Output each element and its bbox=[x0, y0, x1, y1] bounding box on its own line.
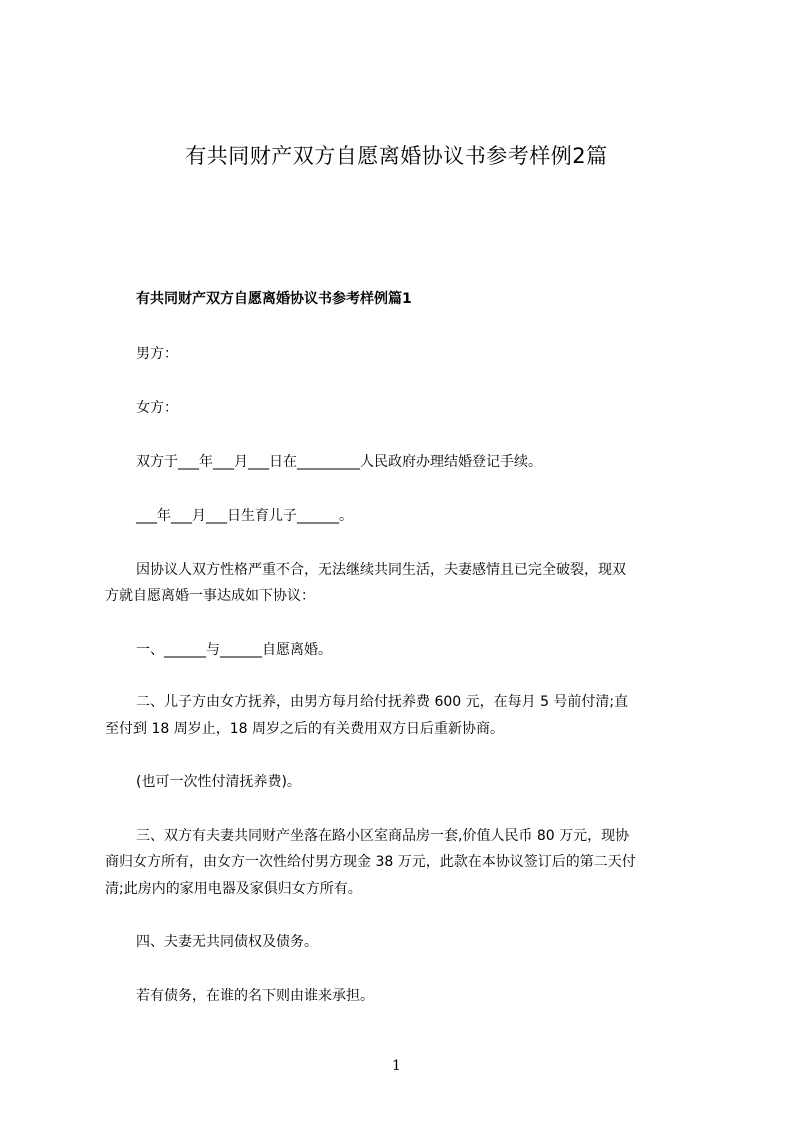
clause-4: 四、夫妻无共同债权及债务。 bbox=[136, 934, 318, 950]
clause-2-note: (也可一次性付清抚养费)。 bbox=[136, 774, 301, 790]
child-birth-text: ___年___月___日生育儿子______。 bbox=[136, 508, 353, 524]
male-party-label: 男方： bbox=[136, 346, 178, 362]
divorce-reason-line-1: 因协议人双方性格严重不合，无法继续共同生活，夫妻感情且已完全破裂，现双 bbox=[136, 562, 626, 578]
divorce-reason-line-2: 方就自愿离婚一事达成如下协议： bbox=[105, 588, 315, 604]
clause-2-line-2: 至付到 18 周岁止，18 周岁之后的有关费用双方日后重新协商。 bbox=[105, 721, 504, 737]
page-number: 1 bbox=[392, 1058, 401, 1074]
female-party-label: 女方： bbox=[136, 400, 178, 416]
clause-1: 一、______与______自愿离婚。 bbox=[136, 642, 332, 658]
document-title: 有共同财产双方自愿离婚协议书参考样例2篇 bbox=[185, 144, 608, 168]
clause-2-line-1: 二、儿子方由女方抚养，由男方每月给付抚养费 600 元，在每月 5 号前付清;直 bbox=[136, 694, 629, 710]
marriage-registration-text: 双方于___年___月___日在_________人民政府办理结婚登记手续。 bbox=[136, 454, 542, 470]
clause-3-line-1: 三、双方有夫妻共同财产坐落在路小区室商品房一套,价值人民币 80 万元，现协 bbox=[136, 828, 630, 844]
clause-3-line-3: 清;此房内的家用电器及家俱归女方所有。 bbox=[105, 881, 362, 897]
clause-3-line-2: 商归女方所有，由女方一次性给付男方现金 38 万元，此款在本协议签订后的第二天付 bbox=[105, 854, 636, 870]
debt-note: 若有债务，在谁的名下则由谁来承担。 bbox=[136, 988, 374, 1004]
section-heading: 有共同财产双方自愿离婚协议书参考样例篇1 bbox=[136, 291, 412, 307]
